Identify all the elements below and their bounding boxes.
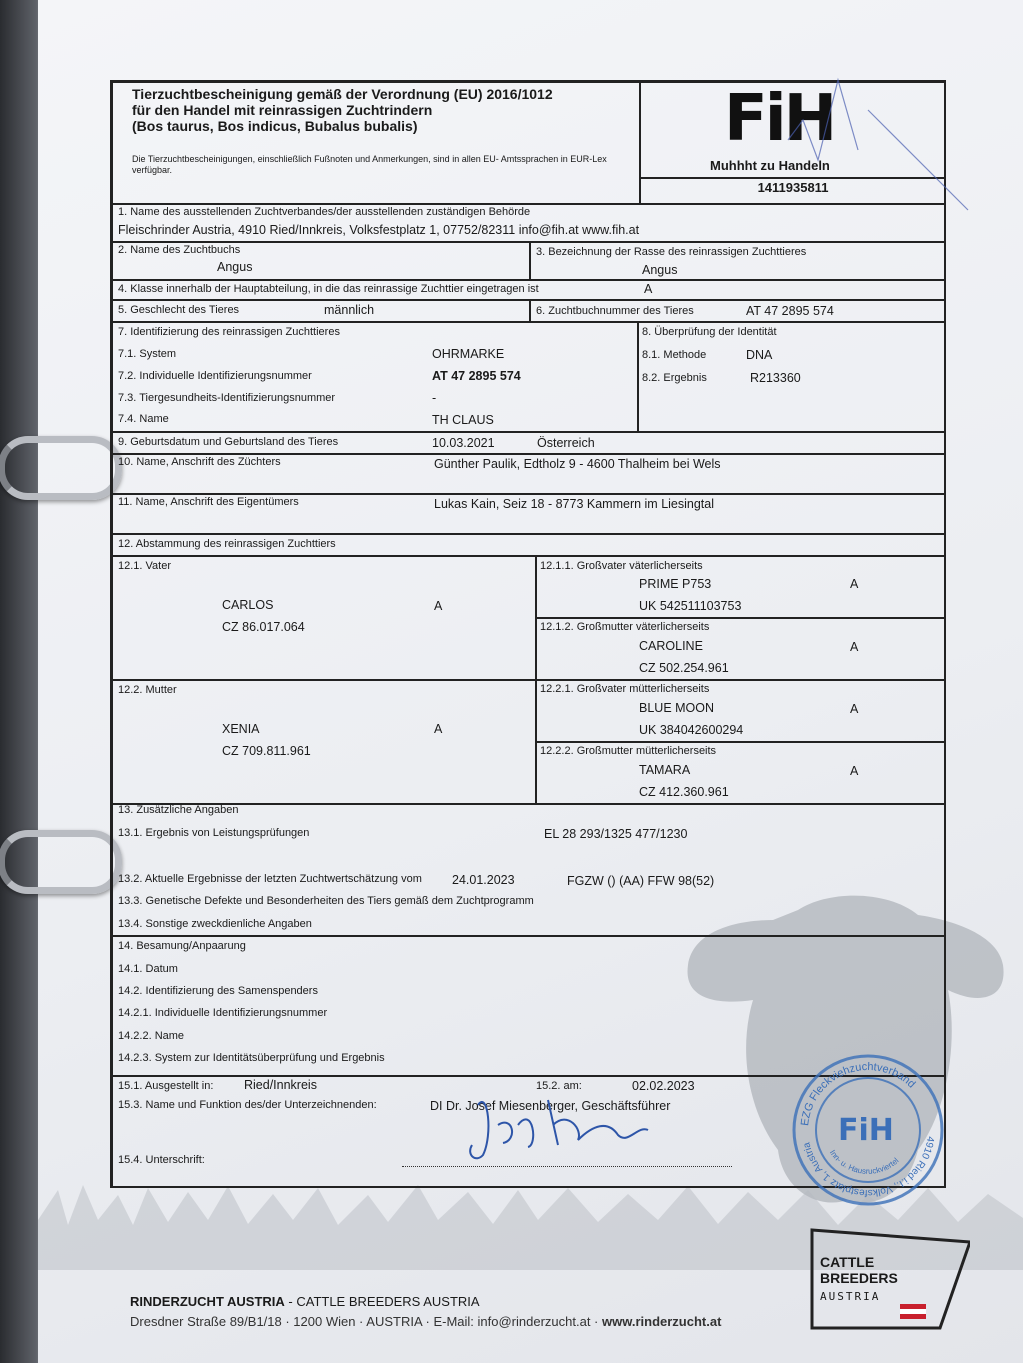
maternal-grandmother-id: CZ 412.360.961 xyxy=(639,785,729,799)
field-9-date: 10.03.2021 xyxy=(432,436,495,450)
field-15-2-value: 02.02.2023 xyxy=(632,1079,695,1093)
field-13-2-date: 24.01.2023 xyxy=(452,873,515,887)
maternal-grandfather-name: BLUE MOON xyxy=(639,701,715,715)
mother-name: XENIA xyxy=(222,722,260,736)
field-2-value: Angus xyxy=(217,260,253,274)
father-cell xyxy=(112,556,536,680)
field-8-2-label: 8.2. Ergebnis xyxy=(642,372,707,384)
field-15-3-label: 15.3. Name und Funktion des/der Unterzeichnenden: xyxy=(118,1099,377,1111)
fih-tagline: Muhhht zu Handeln xyxy=(710,158,830,173)
field-15-3-value: DI Dr. Josef Miesenberger, Geschäftsführer xyxy=(430,1099,671,1113)
field-14-2-2-label: 14.2.2. Name xyxy=(118,1030,185,1042)
field-8-1-label: 8.1. Methode xyxy=(642,349,707,361)
field-6-label: 6. Zuchtbuchnummer des Tieres xyxy=(536,305,694,317)
field-3-label: 3. Bezeichnung der Rasse des reinrassigen Zuchttieres xyxy=(536,246,807,258)
field-14-2-3-label: 14.2.3. System zur Identitätsüberprüfung und Ergebnis xyxy=(118,1052,385,1064)
field-10-label: 10. Name, Anschrift des Züchters xyxy=(118,456,281,468)
field-9-label: 9. Geburtsdatum und Geburtsland des Tieres xyxy=(118,436,339,448)
field-14-label: 14. Besamung/Anpaarung xyxy=(118,940,246,952)
footer-address: Dresdner Straße 89/B1/18 · 1200 Wien · AUSTRIA · E-Mail: info@rinderzucht.at · www.rinderzucht.at xyxy=(130,1314,722,1329)
field-7-3-label: 7.3. Tiergesundheits-Identifizierungsnummer xyxy=(118,392,336,404)
field-13-1-value: EL 28 293/1325 477/1230 xyxy=(544,827,688,841)
field-13-cell xyxy=(112,804,946,936)
field-14-2-1-label: 14.2.1. Individuelle Identifizierungsnummer xyxy=(118,1007,328,1019)
binder-ring-top xyxy=(0,436,122,500)
footer-organization: RINDERZUCHT AUSTRIA - CATTLE BREEDERS AUSTRIA xyxy=(130,1294,480,1309)
paternal-grandmother-class: A xyxy=(850,640,859,654)
field-7-label: 7. Identifizierung des reinrassigen Zuchttieres xyxy=(118,326,340,338)
field-6-value: AT 47 2895 574 xyxy=(746,304,834,318)
field-14-2-label: 14.2. Identifizierung des Samenspenders xyxy=(118,985,318,997)
field-11-label: 11. Name, Anschrift des Eigentümers xyxy=(118,496,299,508)
field-15-2-label: 15.2. am: xyxy=(536,1080,582,1092)
field-10-value: Günther Paulik, Edtholz 9 - 4600 Thalheim bei Wels xyxy=(434,457,721,471)
father-id: CZ 86.017.064 xyxy=(222,620,305,634)
field-4-value: A xyxy=(644,282,653,296)
field-15-1-label: 15.1. Ausgestellt in: xyxy=(118,1080,214,1092)
maternal-grandfather-id: UK 384042600294 xyxy=(639,723,744,737)
maternal-grandmother-name: TAMARA xyxy=(639,763,691,777)
field-15-4-label: 15.4. Unterschrift: xyxy=(118,1154,205,1166)
cattle-breeders-logo: CATTLE BREEDERS AUSTRIA xyxy=(810,1228,970,1332)
field-7-2-label: 7.2. Individuelle Identifizierungsnummer xyxy=(118,370,312,382)
mother-label: 12.2. Mutter xyxy=(118,684,177,696)
father-name: CARLOS xyxy=(222,598,274,612)
field-5-label: 5. Geschlecht des Tieres xyxy=(118,304,240,316)
svg-text:FiH: FiH xyxy=(838,1113,894,1148)
maternal-grandmother-class: A xyxy=(850,764,859,778)
paternal-grandmother-name: CAROLINE xyxy=(639,639,703,653)
field-13-3-label: 13.3. Genetische Defekte und Besonderheiten des Tiers gemäß dem Zuchtprogramm xyxy=(118,895,534,907)
field-9-country: Österreich xyxy=(537,436,595,450)
paternal-grandfather-id: UK 542511103753 xyxy=(639,599,742,613)
svg-text:Josef Miesenberg: Josef Miesenberg xyxy=(518,1163,526,1164)
father-class: A xyxy=(434,599,443,613)
maternal-grandmother-label: 12.2.2. Großmutter mütterlicherseits xyxy=(540,745,717,757)
mother-class: A xyxy=(434,722,443,736)
signature-line xyxy=(402,1166,732,1167)
field-14-1-label: 14.1. Datum xyxy=(118,963,178,975)
field-8-label: 8. Überprüfung der Identität xyxy=(642,326,777,338)
field-13-label: 13. Zusätzliche Angaben xyxy=(118,804,239,816)
field-7-1-label: 7.1. System xyxy=(118,348,177,360)
maternal-grandfather-label: 12.2.1. Großvater mütterlicherseits xyxy=(540,683,710,695)
footer-website[interactable]: www.rinderzucht.at xyxy=(602,1314,722,1329)
certificate-title: Tierzuchtbescheinigung gemäß der Verordnung (EU) 2016/1012 für den Handel mit reinrassigen Zuchtrindern (Bos taurus, Bos indicus, Bubalus bubalis) xyxy=(132,86,553,134)
field-13-1-label: 13.1. Ergebnis von Leistungsprüfungen xyxy=(118,827,310,839)
paternal-grandfather-label: 12.1.1. Großvater väterlicherseits xyxy=(540,560,703,572)
svg-text:EZG Fleckviehzuchtverband: EZG Fleckviehzuchtverband xyxy=(799,1060,918,1127)
field-4-label: 4. Klasse innerhalb der Hauptabteilung, in die das reinrassige Zuchttier eingetragen ist xyxy=(118,283,539,295)
field-3-value: Angus xyxy=(642,263,678,277)
field-11-value: Lukas Kain, Seiz 18 - 8773 Kammern im Liesingtal xyxy=(434,497,715,511)
field-1-value: Fleischrinder Austria, 4910 Ried/Innkreis, Volksfestplatz 1, 07752/82311 info@fih.at www.fih.at xyxy=(118,223,640,237)
pen-mark xyxy=(778,60,978,220)
field-2-label: 2. Name des Zuchtbuchs xyxy=(118,244,241,256)
field-15-1-value: Ried/Innkreis xyxy=(244,1078,317,1092)
maternal-grandfather-class: A xyxy=(850,702,859,716)
paternal-grandfather-name: PRIME P753 xyxy=(639,577,712,591)
field-13-2-value: FGZW () (AA) FFW 98(52) xyxy=(567,874,715,888)
certificate-page xyxy=(38,0,1023,1363)
field-1-label: 1. Name des ausstellenden Zuchtverbandes/der ausstellenden zuständigen Behörde xyxy=(118,206,531,218)
field-8-1-value: DNA xyxy=(746,348,773,362)
field-5-value: männlich xyxy=(324,303,375,317)
mother-id: CZ 709.811.961 xyxy=(222,744,311,758)
paternal-grandmother-id: CZ 502.254.961 xyxy=(639,661,729,675)
paternal-grandmother-label: 12.1.2. Großmutter väterlicherseits xyxy=(540,621,710,633)
field-13-4-label: 13.4. Sonstige zweckdienliche Angaben xyxy=(118,918,312,930)
signature-drawing xyxy=(458,1085,658,1165)
field-7-3-value: - xyxy=(432,391,437,405)
binder-ring-bottom xyxy=(0,830,122,894)
certificate-number: 1411935811 xyxy=(757,180,829,195)
field-8-2-value: R213360 xyxy=(750,371,801,385)
fih-logo-text: FiH xyxy=(724,82,835,156)
paternal-grandfather-class: A xyxy=(850,577,859,591)
field-12-label: 12. Abstammung des reinrassigen Zuchttiers xyxy=(118,538,336,550)
association-stamp xyxy=(788,1050,948,1210)
certificate-form xyxy=(110,80,946,1188)
svg-text:4910 Ried i.I., Volksfestplatz: 4910 Ried i.I., Volksfestplatz 1, Austria xyxy=(801,1135,936,1199)
field-13-2-label: 13.2. Aktuelle Ergebnisse der letzten Zuchtwertschätzung vom xyxy=(118,873,422,885)
field-7-4-value: TH CLAUS xyxy=(432,413,494,427)
field-7-4-label: 7.4. Name xyxy=(118,413,169,425)
eurlex-note: Die Tierzuchtbescheinigungen, einschließlich Fußnoten und Anmerkungen, sind in allen EU- Amtssprachen in EUR-Lex verfügbar. xyxy=(132,154,607,175)
field-7-1-value: OHRMARKE xyxy=(432,347,505,361)
svg-text:Inn- u. Hausruckviertel: Inn- u. Hausruckviertel xyxy=(827,1148,901,1176)
field-7-2-value: AT 47 2895 574 xyxy=(432,369,521,383)
father-label: 12.1. Vater xyxy=(118,560,171,572)
mother-cell xyxy=(112,680,536,804)
